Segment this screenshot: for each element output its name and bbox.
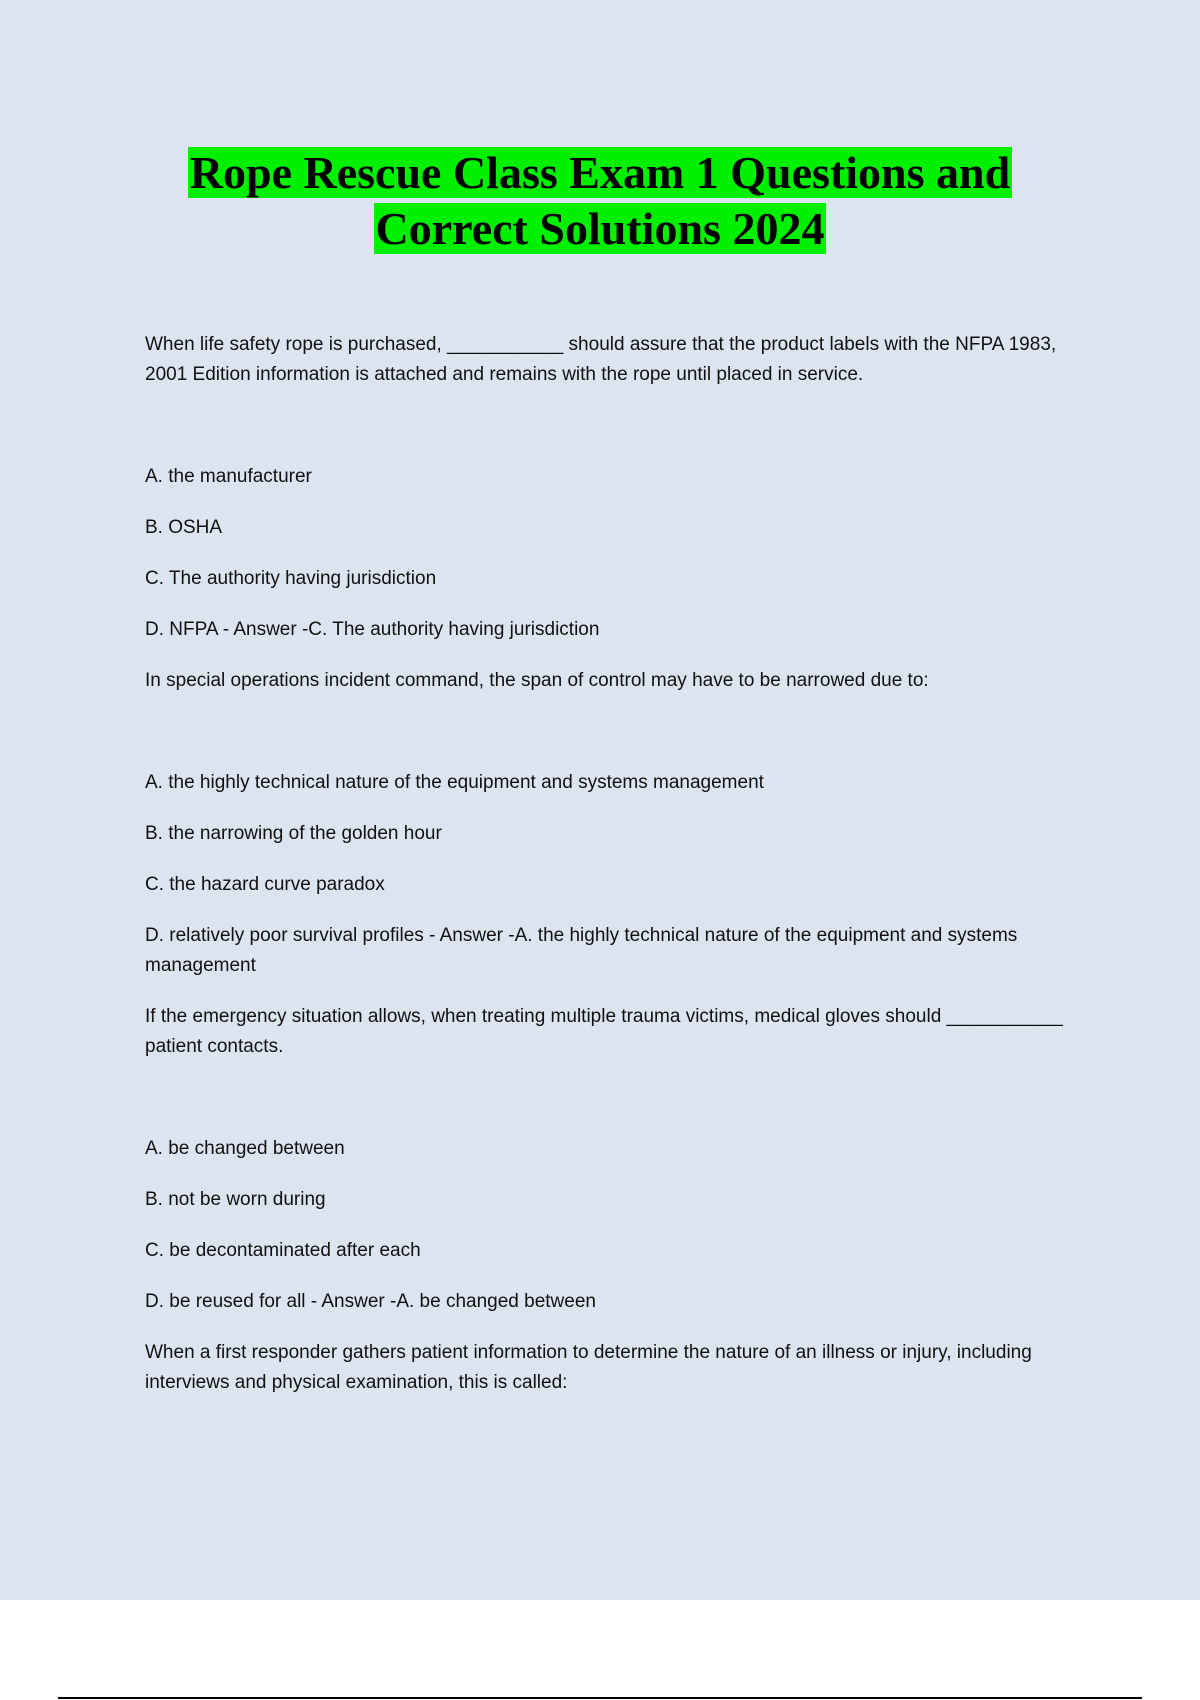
question-1-text: When life safety rope is purchased, ___________ should assure that the product labels with the NFPA 1983, 2001 Edition information is attached and remains with the rope until placed in service. [145,334,1057,385]
footer-divider [58,1697,1142,1699]
question-1-option-c: C. The authority having jurisdiction [145,568,437,589]
question-3-option-c: C. be decontaminated after each [145,1240,421,1261]
question-2-option-d-answer: D. relatively poor survival profiles - Answer -A. the highly technical nature of the equipment and systems management [145,925,1018,976]
document-body [145,330,1095,1398]
question-1-option-d-answer: D. NFPA - Answer -C. The authority having jurisdiction [145,619,600,640]
document-title [0,145,1200,257]
question-2-text: In special operations incident command, the span of control may have to be narrowed due to: [145,670,929,691]
question-1-option-a: A. the manufacturer [145,466,312,487]
question-2-option-a: A. the highly technical nature of the equipment and systems management [145,772,764,793]
title-line-2: Correct Solutions 2024 [375,203,825,254]
question-3-option-b: B. not be worn during [145,1189,326,1210]
question-4-text: When a first responder gathers patient information to determine the nature of an illness or injury, including interviews and physical examination, this is called: [145,1342,1032,1393]
question-2-option-c: C. the hazard curve paradox [145,874,385,895]
question-3-text: If the emergency situation allows, when treating multiple trauma victims, medical gloves should ___________ patient contacts. [145,1006,1063,1057]
title-line-1: Rope Rescue Class Exam 1 Questions and [189,147,1011,198]
question-2-option-b: B. the narrowing of the golden hour [145,823,442,844]
question-3-option-a: A. be changed between [145,1138,345,1159]
question-3-option-d-answer: D. be reused for all - Answer -A. be changed between [145,1291,596,1312]
question-1-option-b: B. OSHA [145,517,223,538]
